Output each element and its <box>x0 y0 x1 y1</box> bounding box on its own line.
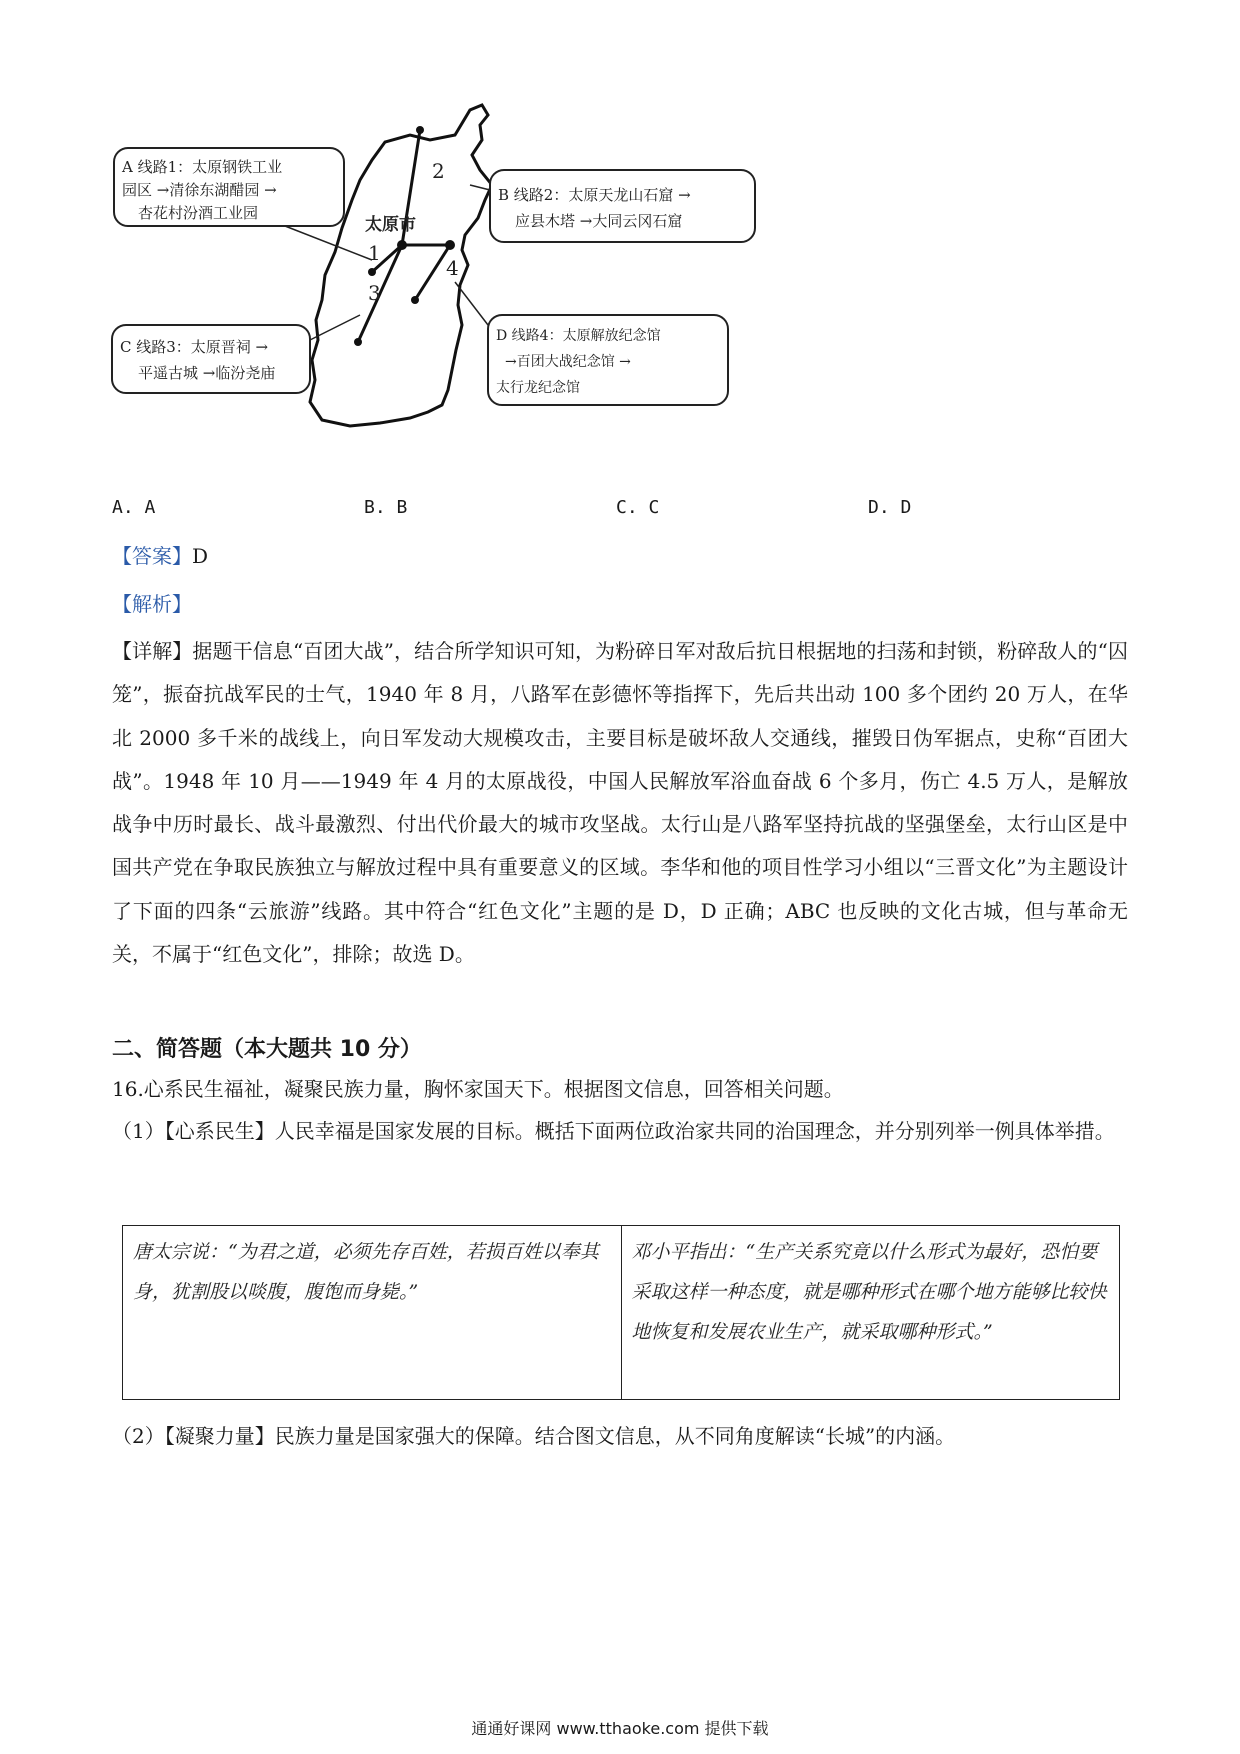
quote-left: 唐太宗说：“为君之道，必须先存百姓，若损百姓以奉其身，犹割股以啖腹，腹饱而身毙。” <box>123 1226 622 1400</box>
box-a-line-2: 园区 →清徐东湖醋园 → <box>122 181 277 199</box>
option-b: B. B <box>364 497 408 518</box>
shanxi-route-map <box>110 100 830 480</box>
detail-paragraph <box>112 630 1128 976</box>
box-c-line-1: C 线路3：太原晋祠 → <box>120 338 269 356</box>
route-number-4: 4 <box>446 256 459 280</box>
route-number-3: 3 <box>368 281 381 305</box>
route-number-2: 2 <box>432 159 445 183</box>
box-a-line-1: A 线路1：太原钢铁工业 <box>122 158 283 176</box>
box-d-line-3: 太行龙纪念馆 <box>496 380 580 396</box>
quote-right: 邓小平指出：“生产关系究竟以什么形式为最好，恐怕要采取这样一种态度，就是哪种形式在哪个地方能够比较快地恢复和发展农业生产，就采取哪种形式。” <box>621 1226 1120 1400</box>
answer-options <box>112 497 1032 525</box>
quote-table <box>122 1225 1120 1400</box>
answer-tag: 【答案】 <box>112 544 192 568</box>
option-c: C. C <box>616 497 660 518</box>
box-b <box>490 170 755 242</box>
page-footer: 通通好课网 www.tthaoke.com 提供下载 <box>471 1719 769 1738</box>
detail-text: 据题干信息“百团大战”，结合所学知识可知，为粉碎日军对敌后抗日根据地的扫荡和封锁，粉碎敌人的“囚笼”，振奋抗战军民的士气，1940 年 8 月，八路军在彭德怀等指挥下，先后共出动 100 多个团约 20 万人，在华北 2000 多千米的战线上，向日军发动大规模攻击，主要目标是破坏敌人交通线，摧毁日伪军据点，史称“百团大战”。1948 年 10 月——1949 年 4 月的太原战役，中国人民解放军浴血奋战 6 个多月，伤亡 4.5 万人，是解放战争中历时最长、战斗最激烈、付出代价最大的城市攻坚战。太行山是八路军坚持抗战的坚强堡垒，太行山区是中国共产党在争取民族独立与解放过程中具有重要意义的区域。李华和他的项目性学习小组以“三晋文化”为主题设计了下面的四条“云旅游”线路。其中符合“红色文化”主题的是 D，D 正确；ABC 也反映的文化古城，但与革命无关，不属于“红色文化”，排除；故选 D。 <box>112 639 1128 967</box>
q16-intro: 16.心系民生福祉，凝聚民族力量，胸怀家国天下。根据图文信息，回答相关问题。 <box>112 1077 844 1101</box>
box-d-line-2: →百团大战纪念馆 → <box>505 354 631 370</box>
box-c-line-2: 平遥古城 →临汾尧庙 <box>138 364 276 382</box>
box-a-line-3: 杏花村汾酒工业园 <box>138 204 259 222</box>
option-d: D. D <box>868 497 912 518</box>
box-d-line-1: D 线路4：太原解放纪念馆 <box>496 328 661 344</box>
option-a: A. A <box>112 497 156 518</box>
answer-line <box>112 542 208 570</box>
box-b-line-1: B 线路2：太原天龙山石窟 → <box>498 186 691 204</box>
map-svg <box>110 100 830 480</box>
route-number-1: 1 <box>368 241 381 265</box>
analysis-line <box>112 590 192 618</box>
q16-part-2: （2）【凝聚力量】民族力量是国家强大的保障。结合图文信息，从不同角度解读“长城”的内涵。 <box>112 1424 956 1448</box>
answer-value: D <box>192 544 209 568</box>
section-heading: 二、简答题（本大题共 10 分） <box>112 1037 422 1062</box>
analysis-tag: 【解析】 <box>112 592 192 616</box>
detail-tag: 【详解】 <box>112 639 193 663</box>
box-c <box>112 325 310 393</box>
map-city-label: 太原市 <box>365 215 416 235</box>
q16-part-1: （1）【心系民生】人民幸福是国家发展的目标。概括下面两位政治家共同的治国理念，并分别列举一例具体举措。 <box>112 1119 1115 1143</box>
box-b-line-2: 应县木塔 →大同云冈石窟 <box>515 212 683 230</box>
